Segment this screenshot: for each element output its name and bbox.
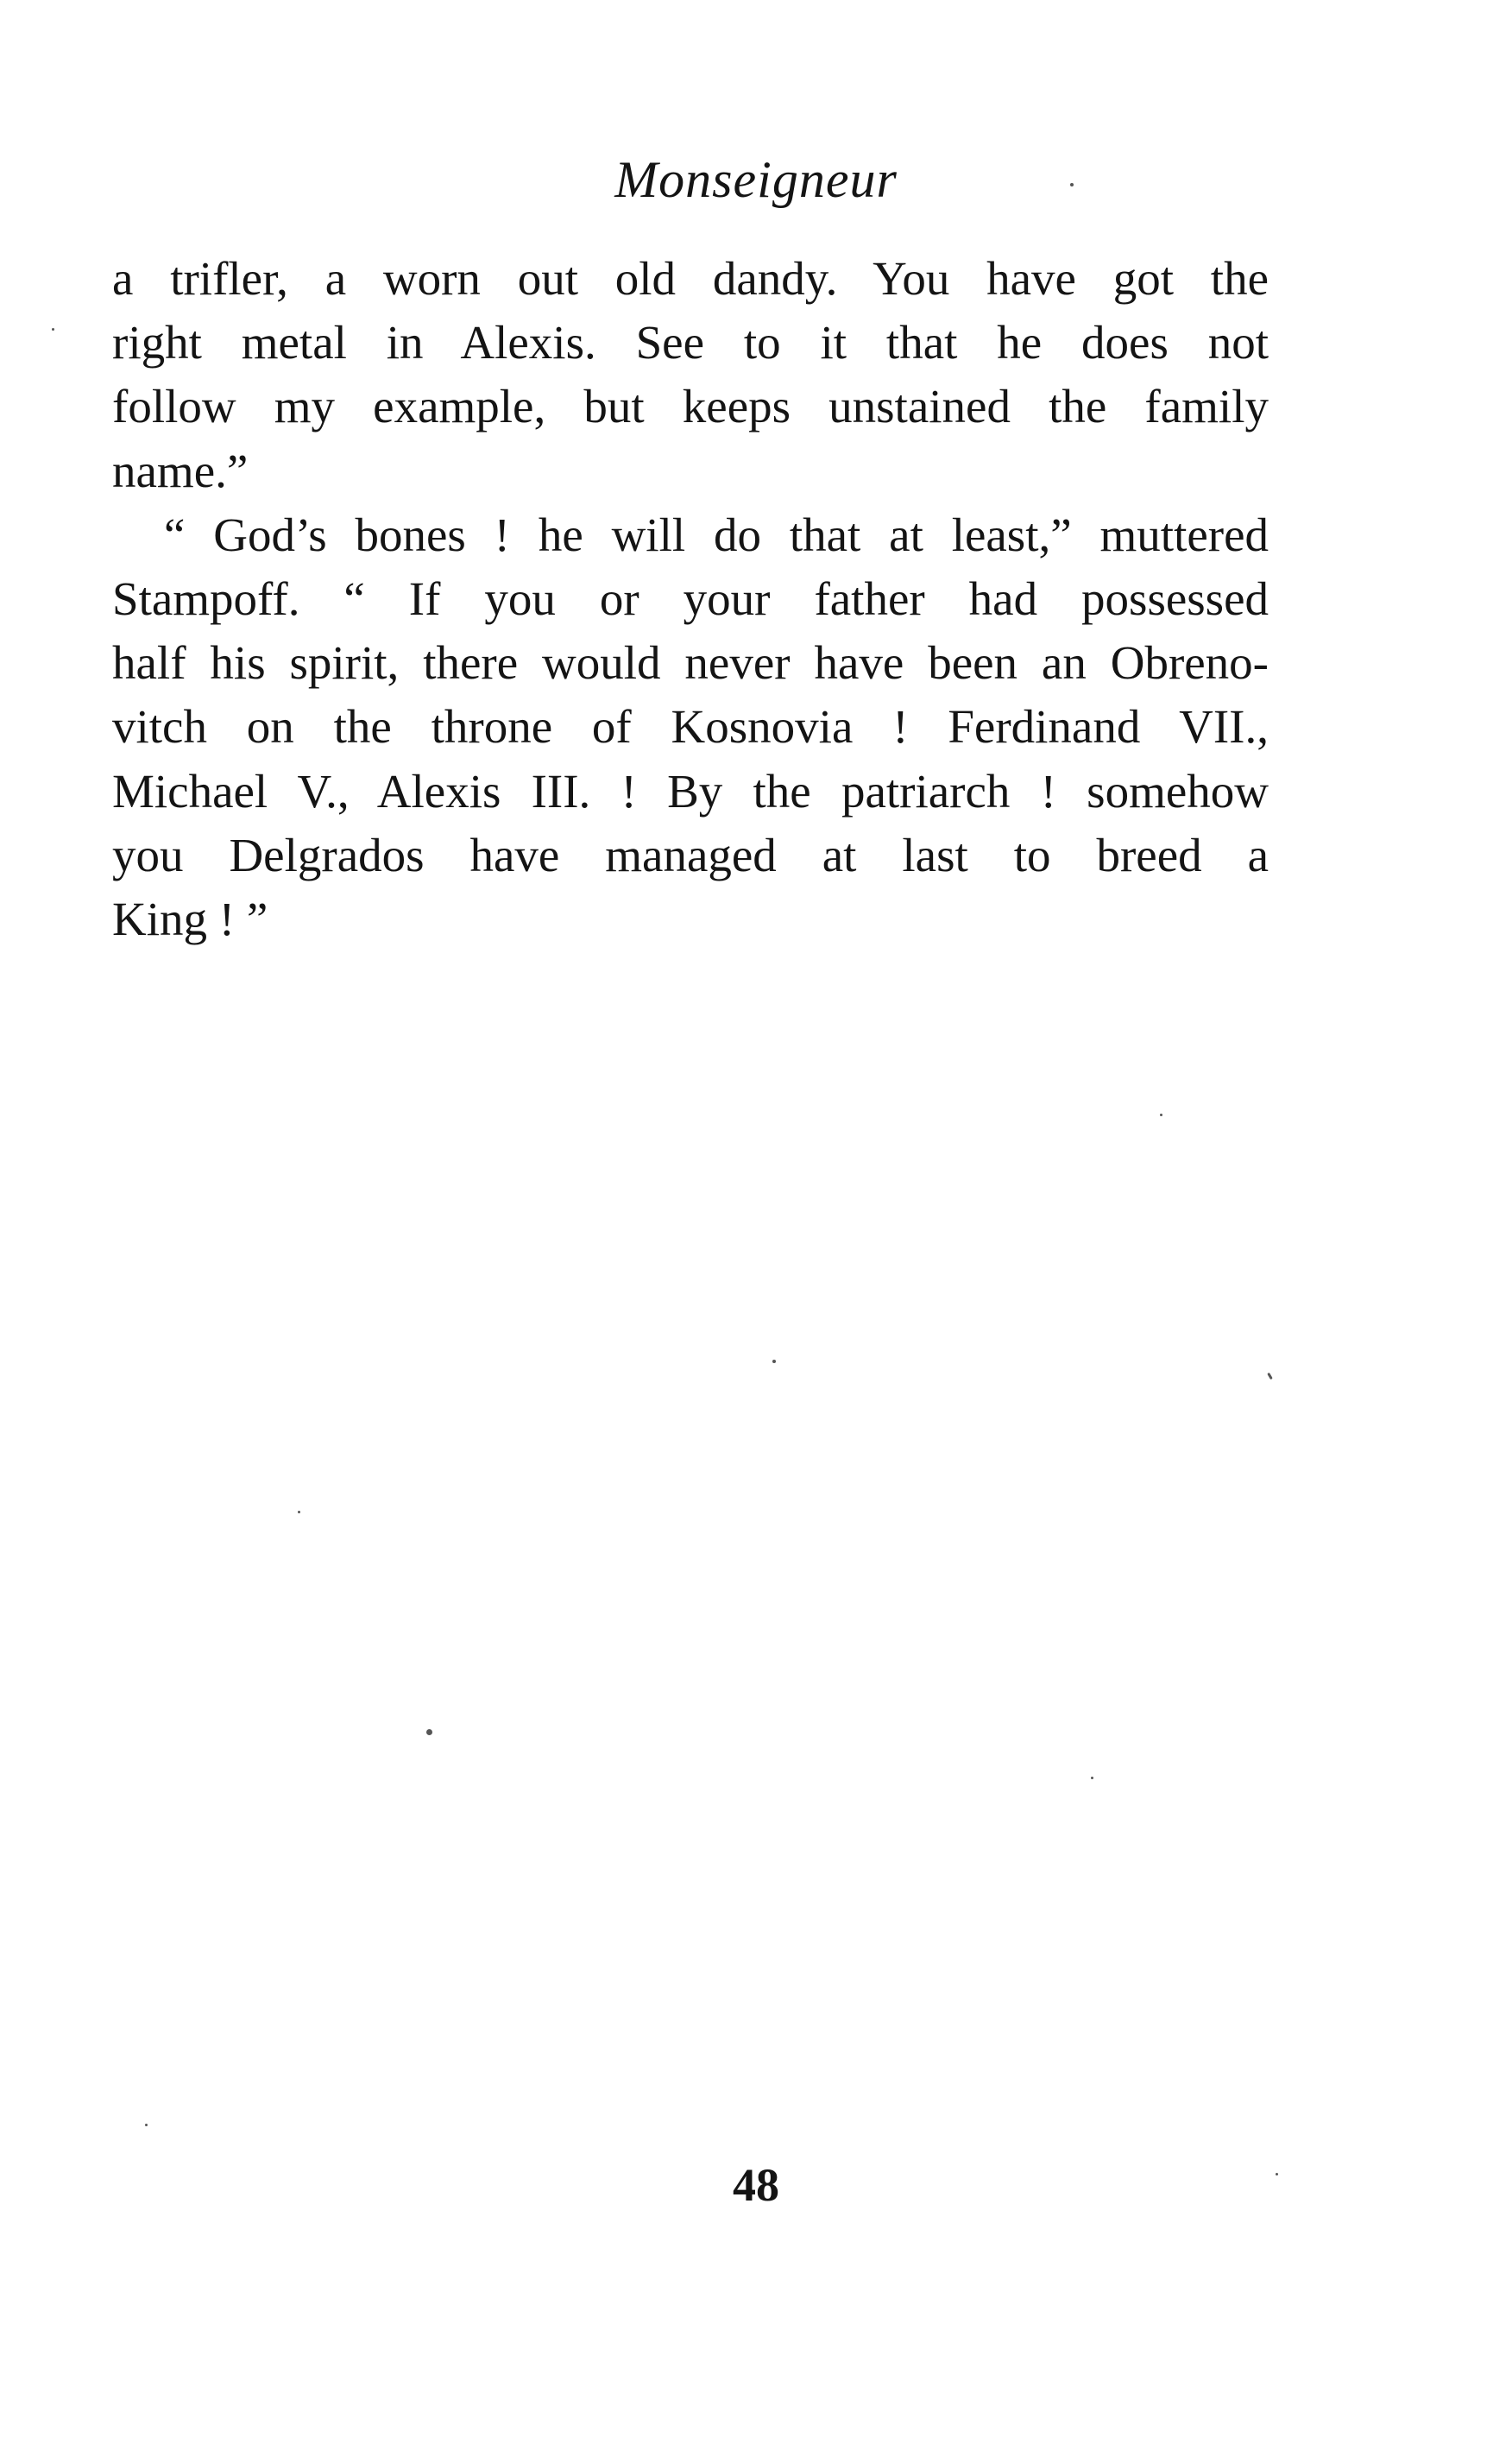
body-text (112, 247, 1269, 951)
text-line: half his spirit, there would never have been an Obreno- (112, 636, 1269, 690)
scan-speck (772, 1360, 776, 1363)
scan-speck (1160, 1114, 1162, 1116)
scan-speck (1276, 2173, 1278, 2175)
page-number: 48 (733, 2159, 779, 2211)
text-line: King ! ” (112, 892, 268, 945)
running-head: Monseigneur (614, 151, 898, 208)
scan-speck (145, 2124, 148, 2126)
text-line: name.” (112, 444, 249, 497)
text-line: you Delgrados have managed at last to breed a (112, 828, 1269, 881)
text-line: follow my example, but keeps unstained the family (112, 380, 1269, 433)
text-line: Michael V., Alexis III. ! By the patriarch ! somehow (112, 764, 1269, 818)
text-line: vitch on the throne of Kosnovia ! Ferdinand VII., (112, 700, 1269, 754)
text-line: “ God’s bones ! he will do that at least,” muttered (164, 508, 1269, 561)
scan-speck (426, 1729, 432, 1735)
text-line: Stampoff. “ If you or your father had possessed (112, 571, 1269, 625)
text-line: right metal in Alexis. See to it that he does not (112, 316, 1269, 369)
scan-speck (1070, 183, 1074, 186)
text-line: a trifler, a worn out old dandy. You have got the (112, 252, 1269, 305)
scan-speck (1267, 1373, 1273, 1380)
scan-speck (298, 1511, 300, 1513)
scan-speck (1091, 1777, 1093, 1779)
scan-speck (52, 328, 54, 331)
